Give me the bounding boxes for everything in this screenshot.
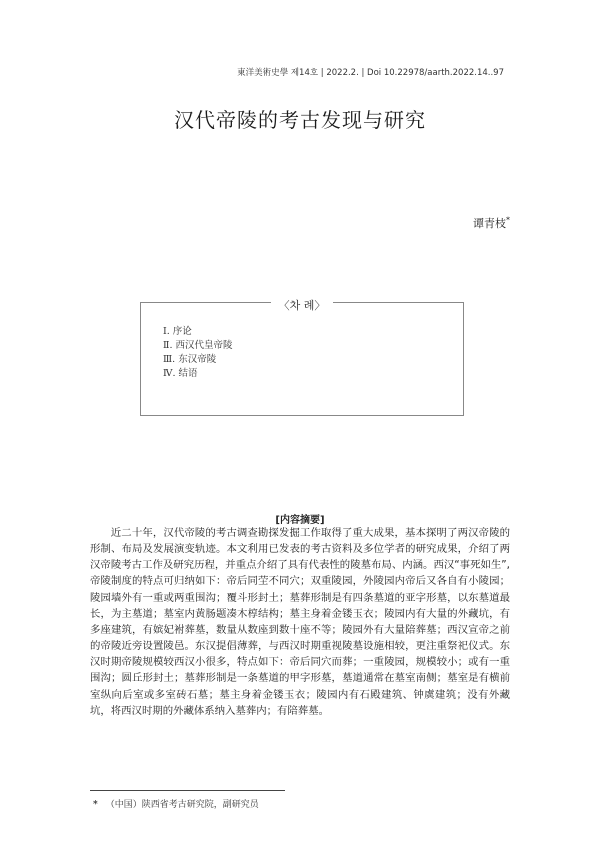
toc-title-wrap [141,294,463,313]
footnote [93,797,259,810]
toc-list [163,325,233,381]
summary-paragraph: 近二十年，汉代帝陵的考古调查勘探发掘工作取得了重大成果，基本探明了两汉帝陵的形制、布局及发展演变轨迹。本文利用已发表的考古资料及多位学者的研究成果，介绍了两汉帝陵考古工作及研究历程，并重点介绍了具有代表性的陵墓布局、内涵。西汉“事死如生”,帝陵制度的特点可归纳如下：帝后同茔不同穴；双重陵园，外陵园内帝后又各自有小陵园；陵园墙外有一重或两重围沟；覆斗形封土；墓葬形制是有四条墓道的亚字形墓，以东墓道最长，为主墓道；墓室内黄肠题凑木椁结构；墓主身着金镂玉衣；陵园内有大量的外藏坑，有多座建筑，有嫔妃袝葬墓，数量从数座到数十座不等；陵园外有大量陪葬墓；西汉宣帝之前的帝陵近旁设置陵邑。东汉提倡薄葬，与西汉时期重视陵墓设施相较，更注重祭祀仪式。东汉时期帝陵规模较西汉小很多，特点如下：帝后同穴而葬；一重陵园，规模较小；或有一重围沟；圆丘形封土；墓葬形制是一条墓道的甲字形墓，墓道通常在墓室南侧；墓室是有横前室纵向后室或多室砖石墓；墓主身着金镂玉衣；陵园内有石殿建筑、钟虡建筑；没有外藏坑，将西汉时期的外藏体系纳入墓葬内；有陪葬墓。 [90,527,510,717]
footnote-text: （中国）陕西省考古研究院，副研究员 [105,800,259,810]
article-title: 汉代帝陵的考古发现与研究 [174,108,426,132]
author-footnote-mark: * [506,215,510,225]
author-name-text: 谭青枝 [473,217,506,230]
summary-heading: [内容摘要] [275,515,325,526]
toc-item-2: Ⅱ. 西汉代皇帝陵 [163,340,233,351]
footnote-divider [90,790,285,791]
toc-item-3: Ⅲ. 东汉帝陵 [163,354,217,365]
toc-item-4: Ⅳ. 结语 [163,368,198,379]
table-of-contents [140,299,464,416]
running-head: 東洋美術史學 제14호 | 2022.2. | Doi 10.22978/aarth.2022.14..97 [237,68,504,78]
author-name [473,215,510,231]
toc-title: 〈차 례〉 [271,299,334,312]
footnote-mark: * [93,800,98,810]
toc-item-1: Ⅰ. 序论 [163,326,192,337]
